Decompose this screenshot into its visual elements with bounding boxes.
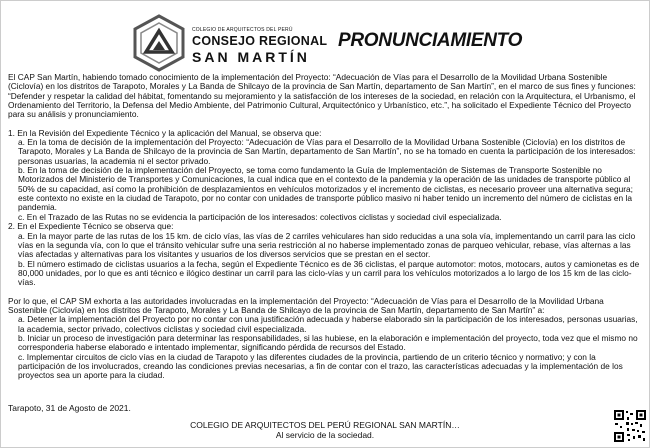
signature-block xyxy=(0,420,650,440)
signature-line-2: Al servicio de la sociedad. xyxy=(275,430,375,440)
document-body xyxy=(8,73,644,381)
section-1-item-c: c. En el Trazado de las Rutas no se evidencia la participación de los interesados: colectivos ciclistas y sociedad civil especializada. xyxy=(18,211,502,222)
document-date: Tarapoto, 31 de Agosto de 2021. xyxy=(8,403,131,413)
intro-paragraph: El CAP San Martín, habiendo tomado conocimiento de la implementación del Proyecto: “Adecuación de Vías para el Desarrollo de la Movilidad Urbana Sostenible (Ciclovía) en los distritos de Tarapoto, Morales y La Banda de Shilcayo de la provincia de San Martín, departamento de San Martín”, en el marco de sus fines y funciones: “Defender y respetar la calidad del hábitat, fomentando su mejoramiento y la satisfacción de los intereses de la sociedad, en relación con la Arquitectura, el Urbanismo, el Ordenamiento del Territorio, la Defensa del Medio Ambiente, del Patrimonio Cultural, Arquitectónico y Urbanístico, etc.”, ha solicitado el Expediente Técnico del Proyecto para su análisis y pronunciamiento. xyxy=(8,72,636,120)
org-line-2: SAN MARTÍN xyxy=(192,48,310,65)
section-2-item-a: a. En la mayor parte de las rutas de los 15 km. de ciclo vías, las vías de 2 carriles vehiculares han sido reducidas a una sola vía, implementando un carril para las ciclo vías en la segunda vía, con lo que el tránsito vehicular sufre una seria restricción al no haberse implementado zonas de parqueo vehicular, rebase, vías alternas a las vías afectadas y alternativas para los visitantes y usuarios de los diversos servicios que se prestan en el sector. xyxy=(18,230,636,260)
cap-logo-icon xyxy=(130,14,188,72)
qr-code-icon xyxy=(613,409,647,443)
section-1-heading: 1. En la Revisión del Expediente Técnico y la aplicación del Manual, se observa que: xyxy=(8,127,322,138)
section-2-heading: 2. En el Expediente Técnico se observa que: xyxy=(8,221,174,232)
closing-item-c: c. Implementar circuitos de ciclo vías en la ciudad de Tarapoto y las diferentes ciudades de la provincia, partiendo de un criterio técnico y normativo; y con la participación de los involucrados, creando las condiciones previas necesarias, a fin de contar con el trazo, las características adecuadas y la implementación de los proyectos sea un aporte para la ciudad. xyxy=(18,351,623,381)
section-1-item-b: b. En la toma de decisión de la implementación del Proyecto, se toma como fundamento la Guía de Implementación de Sistemas de Transporte Sostenible no Motorizados del Ministerio de Transportes y Comunicaciones, la cual indica que en el contexto de la pandemia y la operación de las unidades de transporte público al 50% de su capacidad, así como la prohibición de desplazamientos en vehículos motorizados y el incremento de ciclistas, es necesario proveer una alternativa segura; este contexto no existe en la ciudad de Tarapoto, por no contar con unidades de transporte público masivo ni haber tenido un incremento del número de ciclistas en la pandemia. xyxy=(18,165,633,213)
org-line-1: CONSEJO REGIONAL xyxy=(192,34,328,48)
closing-intro: Por lo que, el CAP SM exhorta a las autoridades involucradas en la implementación del Proyecto: “Adecuación de Vías para el Desarrollo de la Movilidad Urbana Sostenible (Ciclovía) en los distritos de Tarapoto, Morales y La Banda de Shilcayo de la provincia de San Martín, departamento de San Martín” a: xyxy=(8,295,604,315)
organization-name xyxy=(192,28,327,64)
org-small-line: COLEGIO DE ARQUITECTOS DEL PERÚ xyxy=(192,27,293,33)
closing-item-b: b. Iniciar un proceso de investigación para determinar las responsabilidades, si las hubiese, en la elaboración e implementación del proyecto, toda vez que el mismo no corresponderia haberse elaborado e intentado implementar, significando pérdida de recursos del Estado. xyxy=(18,332,638,353)
closing-item-a: a. Detener la implementación del Proyecto por no contar con una justificación adecuada y haberse elaborado sin la participación de los interesados, personas usuarias, la academia, sector privado, colectivos ciclistas y sociedad civil especializada. xyxy=(18,314,638,334)
signature-line-1: COLEGIO DE ARQUITECTOS DEL PERÚ REGIONAL SAN MARTÍN… xyxy=(190,420,460,430)
document-title: PRONUNCIAMIENTO xyxy=(338,30,523,51)
section-2-item-b: b. El número estimado de ciclistas usuarios a la fecha, según el Expediente Técnico es de 36 ciclistas, el parque automotor: motos, motocars, autos y camionetas es de 80,000 unidades, por lo que es anti técnico e ilógico destinar un carril para las ciclo-vías y un carril para los vehículos motorizados a lo largo de los 15 km de las ciclo-vías. xyxy=(18,258,640,288)
section-1-item-a: a. En la toma de decisión de la implementación del Proyecto: “Adecuación de Vías para el Desarrollo de la Movilidad Urbana Sostenible (Ciclovía) en los distritos de Tarapoto, Morales y La Banda de Shilcayo de la provincia de San Martín, departamento de San Martín”, no se ha tomado en cuenta la participación de los interesados: personas usuarias, la academia ni el sector privado. xyxy=(18,137,636,166)
